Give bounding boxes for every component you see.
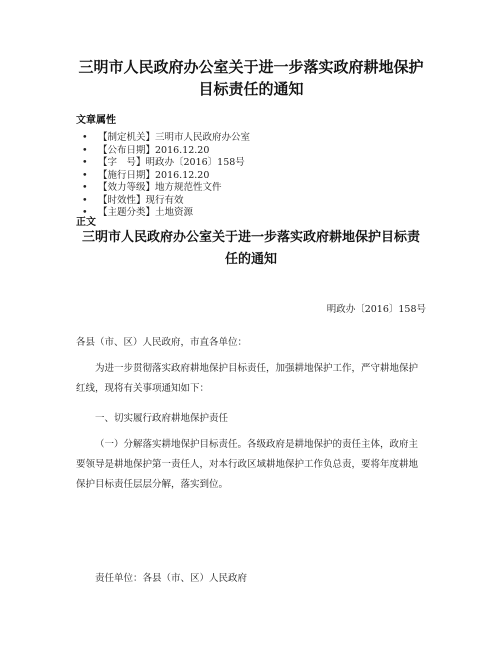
attribute-item: • 【效力等级】地方规范性文件 [78, 182, 250, 195]
body-heading: 正文 [76, 217, 96, 228]
bullet-icon: • [82, 157, 88, 168]
attribute-item: • 【主题分类】土地资源 [78, 207, 250, 220]
attributes-heading: 文章属性 [76, 115, 116, 126]
section1-heading: 一、切实履行政府耕地保护责任 [95, 413, 229, 424]
intro-paragraph [76, 359, 432, 399]
item1-line1: （一）分解落实耕地保护目标责任。各级政府是耕地保护的责任主体，政府主 [95, 439, 419, 450]
responsible-unit: 责任单位：各县（市、区）人民政府 [95, 573, 248, 584]
attribute-item: • 【时效性】现行有效 [78, 195, 250, 208]
addressee: 各县（市、区）人民政府，市直各单位： [76, 337, 248, 348]
body-title-line2: 任的通知 [224, 252, 277, 267]
bullet-icon: • [82, 207, 88, 218]
item1-paragraph [76, 435, 432, 495]
attribute-item: • 【字 号】明政办〔2016〕158号 [78, 157, 250, 170]
document-title-line1: 三明市人民政府办公室关于进一步落实政府耕地保护 [78, 58, 424, 76]
body-title-line1: 三明市人民政府办公室关于进一步落实政府耕地保护目标责 [81, 230, 420, 245]
attribute-item: • 【施行日期】2016.12.20 [78, 170, 250, 183]
attributes-list [78, 132, 250, 220]
intro-line1: 为进一步贯彻落实政府耕地保护目标责任，加强耕地保护工作，严守耕地保护 [95, 363, 419, 374]
bullet-icon: • [82, 169, 88, 181]
item1-line3: 保护目标责任层层分解，落实到位。 [76, 479, 229, 490]
bullet-icon: • [82, 132, 88, 143]
attribute-item: • 【制定机关】三明市人民政府办公室 [78, 132, 250, 145]
bullet-icon: • [82, 194, 88, 206]
attribute-item: • 【公布日期】2016.12.20 [78, 145, 250, 158]
intro-line2: 红线，现将有关事项通知如下： [76, 383, 210, 394]
bullet-icon: • [82, 144, 88, 156]
item1-line2: 要领导是耕地保护第一责任人，对本行政区域耕地保护工作负总责，要将年度耕地 [76, 459, 419, 470]
document-title [40, 56, 462, 100]
document-number: 明政办〔2016〕158号 [326, 304, 426, 315]
document-title-line2: 目标责任的通知 [198, 80, 304, 98]
body-title [56, 227, 446, 271]
bullet-icon: • [82, 182, 88, 193]
